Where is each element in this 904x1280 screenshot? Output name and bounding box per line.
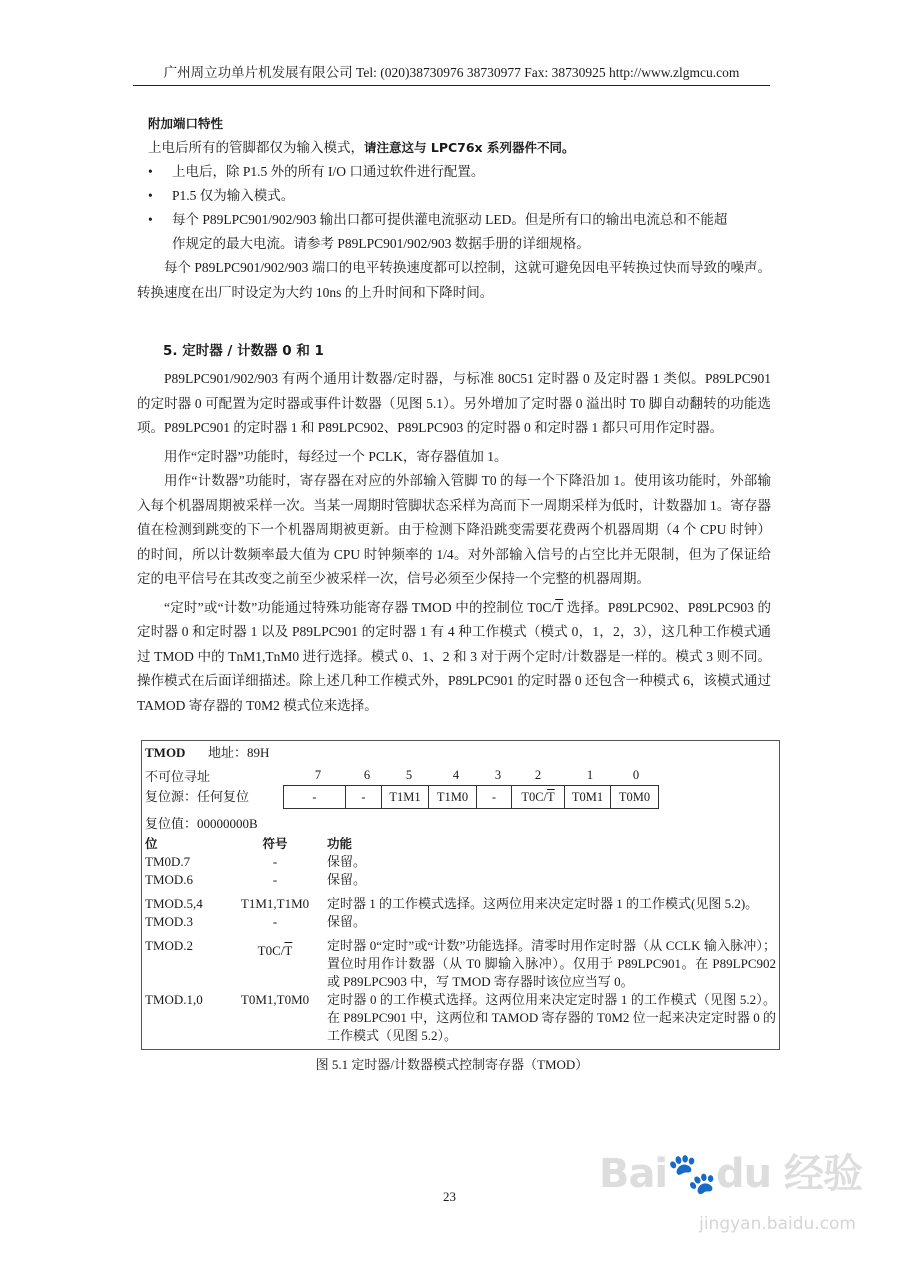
bullet-item: 上电后，除 P1.5 外的所有 I/O 口通过软件进行配置。 xyxy=(172,164,485,179)
port-paragraph: 每个 P89LPC901/902/903 端口的电平转换速度都可以控制，这就可避免因电平转换过快而导致的噪声。转换速度在出厂时设定为大约 10ns 的上升时间和下降时间。 xyxy=(137,260,771,300)
row-bit: TMOD.5,4 xyxy=(145,896,203,911)
bit-number: 2 xyxy=(534,768,542,782)
row-function: 保留。 xyxy=(327,872,367,887)
bullet-icon: • xyxy=(148,212,153,227)
row-symbol: T0M1,T0M0 xyxy=(240,992,310,1007)
register-header xyxy=(145,743,776,835)
row-function: 定时器 0“定时”或“计数”功能选择。清零时用作定时器（从 CCLK 输入脉冲）；置位时用作计数器（从 T0 脚输入脉冲）。仅用于 P89LPC901。在 P89LPC902 或 P89LPC903 中，写 TMOD 寄存器时该位应当写 0。 xyxy=(327,938,776,989)
bit-cell: - xyxy=(284,786,346,808)
row-symbol: - xyxy=(272,872,278,887)
bullet-item: P1.5 仅为输入模式。 xyxy=(172,188,295,203)
bit-cell: - xyxy=(346,786,382,808)
port-intro-text: 上电后所有的管脚都仅为输入模式， xyxy=(148,140,364,155)
bit-number: 3 xyxy=(494,768,502,782)
row-bit: TMOD.1,0 xyxy=(145,992,203,1007)
bullet-row xyxy=(137,208,771,232)
bit-number: 6 xyxy=(363,768,371,782)
row-function: 保留。 xyxy=(327,854,367,869)
row-symbol: - xyxy=(272,854,278,869)
page-header: 广州周立功单片机发展有限公司 Tel: (020)38730976 38730977 Fax: 38730925 http://www.zlgmcu.com xyxy=(163,65,740,80)
section-paragraph-4 xyxy=(137,596,771,719)
row-bit: TM0D.7 xyxy=(145,854,191,869)
section-paragraph-2: 用作“定时器”功能时，每经过一个 PCLK，寄存器值加 1。 xyxy=(164,448,508,464)
bullet-row xyxy=(137,160,771,184)
paw-icon: Bai xyxy=(598,1151,668,1197)
bullet-icon: • xyxy=(148,164,153,179)
bullet-row xyxy=(137,184,771,208)
row-symbol xyxy=(229,937,321,991)
bullet-item: 每个 P89LPC901/902/903 输出口都可提供灌电流驱动 LED。但是所有口的输出电流总和不能超 xyxy=(172,212,728,227)
row-function: 定时器 1 的工作模式选择。这两位用来决定定时器 1 的工作模式(见图 5.2)。 xyxy=(327,896,759,911)
bullet-row xyxy=(137,232,771,256)
row-bit: TMOD.3 xyxy=(145,914,194,929)
col-header-function: 功能 xyxy=(327,836,353,851)
bit-number: 4 xyxy=(452,768,460,782)
bit-cell: T0M1 xyxy=(565,786,611,808)
register-bit-table xyxy=(283,785,659,809)
port-intro xyxy=(137,136,771,160)
bit-number: 1 xyxy=(586,768,594,782)
bit-cell: T1M1 xyxy=(382,786,429,808)
port-intro-note: 请注意这与 LPC76x 系列器件不同。 xyxy=(364,140,575,155)
register-description-table xyxy=(145,835,776,1045)
section-paragraph-1: P89LPC901/902/903 有两个通用计数器/定时器，与标准 80C51 定时器 0 及定时器 1 类似。P89LPC901 的定时器 0 可配置为定时器或事件计数器（见图 5.1）。另外增加了定时器 0 溢出时 T0 脚自动翻转的功能选项。P89LPC901 的定时器 1 和 P89LPC902、P89LPC903 的定时器 0 和定时器 1 都只可用作定时器。 xyxy=(137,371,771,435)
section-paragraph-3: 用作“计数器”功能时，寄存器在对应的外部输入管脚 T0 的每一个下降沿加 1。使用该功能时，外部输入每个机器周期被采样一次。当某一周期时管脚状态采样为高而下一周期采样为低时，计数器加 1。寄存器值在检测到跳变的下一个机器周期被更新。由于检测下降沿跳变需要花费两个机器周期（4 个 CPU 时钟）的时间，所以计数频率最大值为 CPU 时钟频率的 1/4。对外部输入信号的占空比并无限制，但为了保证给定的电平信号在其改变之前至少被采样一次，信号必须至少保持一个完整的机器周期。 xyxy=(137,473,771,586)
p4-overline-t: $\overline{T}$ xyxy=(555,599,564,615)
symbol-overline: $\overline{T}$ xyxy=(284,943,293,958)
row-symbol: - xyxy=(272,914,278,929)
bit-cell: T1M0 xyxy=(429,786,477,808)
bullet-item-continued: 作规定的最大电流。请参考 P89LPC901/902/903 数据手册的详细规格。 xyxy=(172,236,590,251)
p4-text-b: 选择。P89LPC902、P89LPC903 的定时器 0 和定时器 1 以及 P89LPC901 的定时器 1 有 4 种工作模式（模式 0，1，2，3），这几种工作模式通过 TMOD 中的 TnM1,TnM0 进行选择。模式 0、1、2 和 3 对于两个定时/计数器是一样的。模式 3 则不同。操作模式在后面详细描述。除上述几种工作模式外，P89LPC901 的定时器 0 还包含一种模式 6，该模式通过 TAMOD 寄存器的 T0M2 模式位来选择。 xyxy=(137,599,771,713)
row-bit: TMOD.2 xyxy=(145,938,194,953)
bit-number: 5 xyxy=(405,768,413,782)
figure-caption: 图 5.1 定时器/计数器模式控制寄存器（TMOD） xyxy=(315,1057,589,1072)
symbol-text: T0C/ xyxy=(257,943,285,958)
col-header-bit: 位 xyxy=(145,836,158,851)
row-bit: TMOD.6 xyxy=(145,872,194,887)
bit2-label: T0C/ xyxy=(521,790,548,804)
register-address: 地址：89H xyxy=(208,745,270,760)
port-section-title: 附加端口特性 xyxy=(148,116,224,131)
bit-cell: T0M0 xyxy=(618,790,651,804)
bullet-icon: • xyxy=(148,188,153,203)
p4-text-a: “定时”或“计数”功能通过特殊功能寄存器 TMOD 中的控制位 T0C/ xyxy=(164,599,556,615)
bit-cell: - xyxy=(477,786,512,808)
page-content xyxy=(137,112,776,1074)
header-divider xyxy=(133,85,770,86)
baidu-watermark-logo: Bai🐾du 经验 xyxy=(598,1151,862,1197)
section-heading: 5. 定时器 / 计数器 0 和 1 xyxy=(163,343,324,359)
bit-addressable-note: 不可位寻址 xyxy=(145,769,211,784)
bit-number: 7 xyxy=(314,768,322,782)
register-name: TMOD xyxy=(145,745,186,760)
row-function: 保留。 xyxy=(327,914,367,929)
bit-cell xyxy=(512,786,565,808)
tmod-register-figure xyxy=(141,740,780,1050)
watermark-url: jingyan.baidu.com xyxy=(699,1214,856,1234)
page-number: 23 xyxy=(443,1189,456,1204)
bullet-indent xyxy=(137,232,172,256)
row-symbol: T1M1,T1M0 xyxy=(240,896,310,911)
bit-number: 0 xyxy=(632,768,640,782)
col-header-symbol: 符号 xyxy=(262,836,288,851)
bit2-overline: $\overline{T}$ xyxy=(547,790,555,804)
reset-value: 复位值：00000000B xyxy=(145,816,258,831)
row-function: 定时器 0 的工作模式选择。这两位用来决定定时器 1 的工作模式（见图 5.2）。在 P89LPC901 中，这两位和 TAMOD 寄存器的 T0M2 位一起来决定定时器 0 的工作模式（见图 5.2）。 xyxy=(327,992,776,1043)
reset-source: 复位源：任何复位 xyxy=(145,789,250,804)
